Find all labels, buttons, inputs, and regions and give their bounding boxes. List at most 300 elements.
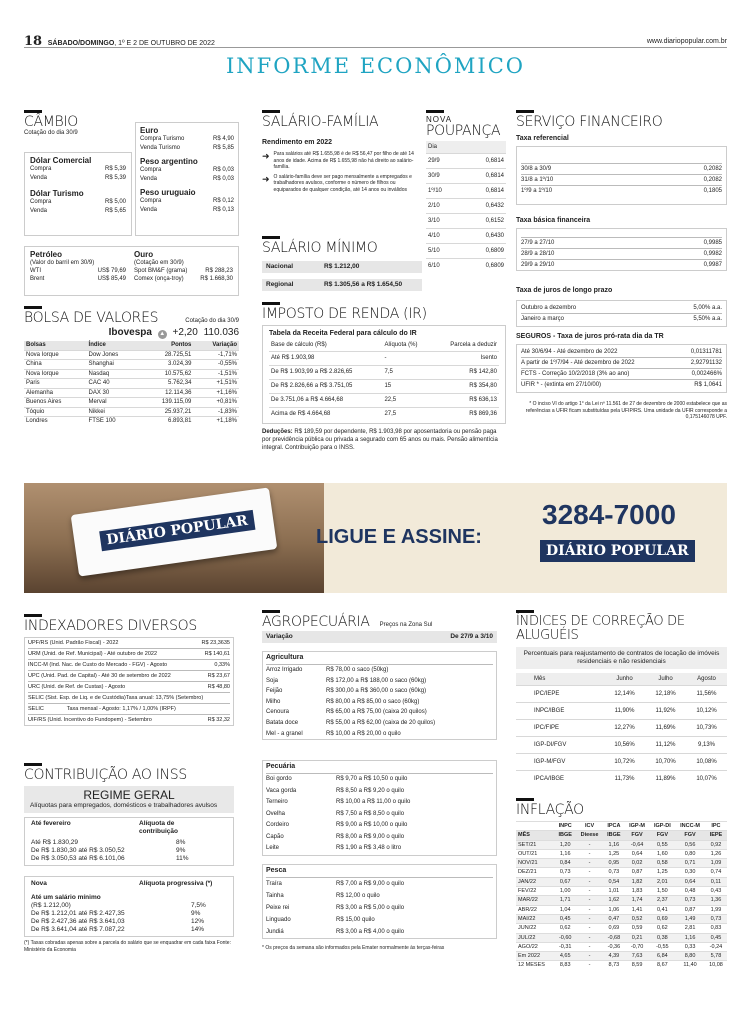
cell: 0,6814 <box>462 184 506 199</box>
value: R$ 4,90 <box>212 136 234 142</box>
value: 9% <box>191 910 201 917</box>
label: Compra Turismo <box>140 136 185 142</box>
cell: 1,04 <box>554 905 576 914</box>
value: R$ 32,32 <box>207 717 230 723</box>
value: R$ 5,00 <box>104 199 126 205</box>
value: R$ 140,61 <box>204 651 230 657</box>
cell: IGP-M <box>625 822 650 831</box>
cell <box>516 822 554 831</box>
cell: 0,6430 <box>462 229 506 244</box>
label: Spot BM&F (grama) <box>134 268 188 274</box>
cell: - <box>576 924 603 933</box>
poupanca-title: POUPANÇA <box>426 123 501 139</box>
cell: NOV/21 <box>516 859 554 868</box>
ir-note-text: R$ 189,59 por dependente, R$ 1.903,98 por aposentadoria ou pensão paga por previdência pública ou privada a segurado com 65 anos ou mais. Pensão alimentícia integral. Contribuição para o INSS. <box>262 429 498 451</box>
value: R$ 300,00 a R$ 360,00 o saco (60kg) <box>326 688 427 695</box>
value: R$ 5,39 <box>104 175 126 181</box>
value: R$ 1.305,56 a R$ 1.654,50 <box>324 281 403 288</box>
ouro-title: Ouro <box>134 250 154 259</box>
label: Compra <box>30 199 52 205</box>
cell: 8,73 <box>603 961 625 970</box>
cell: -0,70 <box>625 942 650 951</box>
cell: 0,64 <box>625 849 650 858</box>
value: 0,002466% <box>691 371 722 377</box>
table-row <box>516 686 727 703</box>
value: 9% <box>176 847 186 854</box>
value: R$ 9,70 a R$ 10,50 o quilo <box>336 776 408 783</box>
cell: Nova Iorque <box>24 369 87 379</box>
cell: 11,69% <box>645 720 686 737</box>
value: R$ 65,00 a R$ 75,00 (caixa 20 quilos) <box>326 709 427 716</box>
cell: -1,51% <box>193 369 239 379</box>
cell: Paris <box>24 379 87 389</box>
salario-minimo-label: Até um salário mínimo <box>31 894 101 901</box>
cell: 8,83 <box>554 961 576 970</box>
cell: AGO/22 <box>516 942 554 951</box>
value: R$ 288,23 <box>205 268 233 274</box>
cell: 12 MESES <box>516 961 554 970</box>
cell: -0,24 <box>705 942 727 951</box>
cell: 0,54 <box>603 877 625 886</box>
table-row <box>24 379 239 389</box>
cell: FEV/22 <box>516 887 554 896</box>
cell: 2,01 <box>649 877 675 886</box>
cell: 12.114,36 <box>140 388 193 398</box>
cell: Até R$ 1.903,98 <box>269 352 382 366</box>
servico-financeiro-section <box>516 110 727 421</box>
bolsa-title: BOLSA DE VALORES <box>24 310 159 326</box>
value: 14% <box>191 926 205 933</box>
alugueis-table <box>516 673 727 787</box>
cell: Acima de R$ 4.664,68 <box>269 408 382 422</box>
value: R$ 1,90 a R$ 3,48 o litro <box>336 845 402 852</box>
cell: 9,13% <box>686 737 727 754</box>
label: De R$ 3.641,04 até R$ 7.087,22 <box>31 926 125 933</box>
cell: 6/10 <box>426 259 462 274</box>
label: SELIC (Sist. Esp. de Liq. e de Custódia)Taxa anual: 13,75% (Setembro) <box>28 695 204 701</box>
label: Ovelha <box>266 810 286 817</box>
col-header: Agosto <box>697 675 716 682</box>
label: Venda <box>140 207 158 213</box>
value: R$ 1,0641 <box>694 382 722 388</box>
cell: 1,01 <box>603 887 625 896</box>
table-row <box>516 754 727 771</box>
table-row <box>269 408 499 422</box>
col-header: Até fevereiro <box>31 820 71 827</box>
cell: MAI/22 <box>516 914 554 923</box>
alugueis-title: ÍNDICES DE CORREÇÃO DE ALUGUÉIS <box>516 614 685 643</box>
cell: 12,14% <box>604 686 645 703</box>
alugueis-section <box>516 610 727 787</box>
value: R$ 78,00 o saco (50kg) <box>326 667 389 673</box>
cell: R$ 636,13 <box>432 394 499 408</box>
value: R$ 12,00 o quilo <box>336 892 380 899</box>
value: R$ 55,00 a R$ 62,00 (caixa de 20 quilos) <box>326 719 436 726</box>
cell: 11,40 <box>675 961 705 970</box>
cell: 0,73 <box>554 868 576 877</box>
table-row <box>516 831 727 840</box>
variacao-label: Variação <box>266 633 293 640</box>
cell: 0,87 <box>625 868 650 877</box>
cell: 11,90% <box>604 703 645 720</box>
salario-familia-title: SALÁRIO-FAMÍLIA <box>262 114 379 130</box>
header-date: SÁBADO/DOMINGO <box>47 40 115 47</box>
cell: 0,02 <box>625 859 650 868</box>
cell: -0,60 <box>554 933 576 942</box>
ad-brand: DIÁRIO POPULAR <box>540 540 695 562</box>
label: 31/8 a 1º/10 <box>521 177 554 183</box>
cell: ABR/22 <box>516 905 554 914</box>
table-row <box>516 840 727 849</box>
tjlp-title: Taxa de juros de longo prazo <box>516 287 613 294</box>
header-site[interactable]: www.diariopopular.com.br <box>646 38 727 45</box>
poupanca-table <box>426 141 506 273</box>
cell: 1,25 <box>649 868 675 877</box>
cell: 0,64 <box>675 877 705 886</box>
value: R$ 0,03 <box>212 167 234 173</box>
cell: +1,18% <box>193 417 239 426</box>
cell: Merval <box>87 398 141 408</box>
cell: 15 <box>382 380 431 394</box>
value: 11% <box>176 855 189 862</box>
cell: 1,99 <box>705 905 727 914</box>
alugueis-sub: Percentuais para reajustamento de contratos de locação de imóveis residenciais e não residenciais <box>516 647 727 669</box>
cell: 8,59 <box>625 961 650 970</box>
cell: 1,71 <box>554 896 576 905</box>
label: (R$ 1.212,00) <box>31 902 71 909</box>
ibovespa-label: Ibovespa <box>108 327 152 338</box>
table-row <box>516 737 727 754</box>
label: Tainha <box>266 892 284 899</box>
label: 29/9 a 29/10 <box>521 262 555 268</box>
label: Mel - a granel <box>266 730 303 737</box>
value: R$ 1.668,30 <box>200 276 233 282</box>
col-header: Alíquota (%) <box>384 341 418 348</box>
ir-sub: Tabela da Receita Federal para cálculo do IR <box>269 330 417 337</box>
cell: 10,56% <box>604 737 645 754</box>
cell: 0,41 <box>649 905 675 914</box>
up-arrow-icon: ▲ <box>159 331 166 337</box>
value: 5,50% a.a. <box>693 316 722 322</box>
value: R$ 3,00 a R$ 4,00 o quilo <box>336 928 405 935</box>
value: US$ 79,69 <box>97 268 126 274</box>
cell: - <box>576 905 603 914</box>
cell: 0,6814 <box>462 154 506 169</box>
cell: Dieese <box>576 831 603 840</box>
cell: IBGE <box>554 831 576 840</box>
value: US$ 85,49 <box>97 276 126 282</box>
cell: INCC-M <box>675 822 705 831</box>
cell: 1,16 <box>675 933 705 942</box>
cell: INPC <box>554 822 576 831</box>
cell: +1,16% <box>193 388 239 398</box>
cell: 11,12% <box>645 737 686 754</box>
label: Capão <box>266 833 284 840</box>
label: UFIR * - (extinta em 27/10/00) <box>521 382 602 388</box>
ad-banner[interactable] <box>24 483 727 593</box>
cell: IPCA <box>603 822 625 831</box>
label: Jundiá <box>266 928 284 935</box>
cell: 1,74 <box>625 896 650 905</box>
value: R$ 5,65 <box>104 208 126 214</box>
cell: SET/21 <box>516 840 554 849</box>
cell: IGP-M/FGV <box>516 754 604 771</box>
value: R$ 172,00 a R$ 188,00 o saco (60kg) <box>326 677 427 684</box>
value: R$ 8,50 a R$ 9,20 o quilo <box>336 787 405 794</box>
value: 0,9987 <box>703 262 722 268</box>
salario-familia-section <box>262 110 422 193</box>
cell: 1,26 <box>705 849 727 858</box>
table-row <box>516 771 727 788</box>
cell: R$ 354,80 <box>432 380 499 394</box>
cell: 0,30 <box>675 868 705 877</box>
value: R$ 1.212,00 <box>324 263 360 270</box>
inflacao-title: INFLAÇÃO <box>516 802 584 818</box>
cell: 0,47 <box>603 914 625 923</box>
inflacao-table <box>516 821 727 970</box>
ir-section <box>262 302 506 452</box>
ufir-note: * O inciso VI do artigo 1° da Lei nº 11.561 de 27 de dezembro de 2000 estabelece que as referências a UFIR ficam substituídas pela UFIP/RS. Uma unidade da UFIR corresponde a 0,175146078 UPF. <box>525 401 727 420</box>
cell: 0,59 <box>625 924 650 933</box>
cell: 1,36 <box>705 896 727 905</box>
cell: - <box>382 352 431 366</box>
cell: 0,74 <box>705 868 727 877</box>
cell: 2,37 <box>649 896 675 905</box>
cell: 0,45 <box>554 914 576 923</box>
cell: 0,48 <box>675 887 705 896</box>
cell: 10,12% <box>686 703 727 720</box>
agricultura-title: Agricultura <box>266 652 493 665</box>
table-row <box>516 720 727 737</box>
moedas-box <box>135 122 239 236</box>
ir-table <box>269 339 499 421</box>
cell: 1,41 <box>625 905 650 914</box>
euro-title: Euro <box>140 126 159 135</box>
cell: 28.725,51 <box>140 350 193 360</box>
table-row <box>516 877 727 886</box>
label: SELIC Taxa mensal - Agosto: 1,17% / 1,00% (IRPF) <box>28 706 176 712</box>
cell: 1,09 <box>705 859 727 868</box>
peso-argentino-title: Peso argentino <box>140 157 198 166</box>
value: R$ 15,00 quilo <box>336 916 375 923</box>
cell: 1,00 <box>554 887 576 896</box>
label: Brent <box>30 276 45 282</box>
cell: Nova Iorque <box>24 350 87 360</box>
value: R$ 10,00 a R$ 20,00 o quilo <box>326 730 401 737</box>
label: Até 30/6/94 - Até dezembro de 2022 <box>521 349 618 355</box>
cell: FGV <box>649 831 675 840</box>
cell: FGV <box>625 831 650 840</box>
cell: 0,73 <box>603 868 625 877</box>
table-row <box>516 942 727 951</box>
cell: 0,56 <box>675 840 705 849</box>
cell: 11,56% <box>686 686 727 703</box>
label: Boi gordo <box>266 776 292 783</box>
regime-geral-sub: Alíquotas para empregados, domésticos e trabalhadores avulsos <box>30 802 218 809</box>
cell: 0,67 <box>554 877 576 886</box>
cell: 10,08% <box>686 754 727 771</box>
tr-title: Taxa referencial <box>516 135 569 142</box>
table-row <box>24 350 239 360</box>
cell: 2/10 <box>426 199 462 214</box>
pecuaria-title: Pecuária <box>266 761 493 774</box>
agro-title: AGROPECUÁRIA <box>262 614 370 630</box>
table-row <box>426 214 506 229</box>
ibovespa-variation: +2,20 <box>172 327 198 338</box>
cell: 10,07% <box>686 771 727 788</box>
cell: IPC/IEPE <box>516 686 604 703</box>
cell: - <box>576 877 603 886</box>
label: Leite <box>266 845 280 852</box>
cell: 7,63 <box>625 952 650 961</box>
cell: Dow Jones <box>87 350 141 360</box>
label: Regional <box>266 281 294 288</box>
petroleo-sub: (Valor do barril em 30/9) <box>30 260 95 266</box>
value: 8% <box>176 839 186 846</box>
cell: Nikkei <box>87 407 141 417</box>
cell: IPCA/IBGE <box>516 771 604 788</box>
cell: -1,71% <box>193 350 239 360</box>
label: A partir de 1º/7/94 - Até dezembro de 2022 <box>521 360 635 366</box>
value: R$ 0,13 <box>212 207 234 213</box>
cell: 5.762,34 <box>140 379 193 389</box>
cell: 0,69 <box>603 924 625 933</box>
value: 5,00% a.a. <box>693 305 722 311</box>
label: Milho <box>266 698 281 705</box>
cell: INPC/IBGE <box>516 703 604 720</box>
value: 0,2082 <box>703 177 722 183</box>
label: De R$ 3.050,53 até R$ 6.101,06 <box>31 855 125 862</box>
ad-phone: 3284-7000 <box>542 499 676 530</box>
cell: 0,38 <box>649 933 675 942</box>
cell: OUT/21 <box>516 849 554 858</box>
ouro-sub: (Cotação em 30/9) <box>134 260 184 266</box>
table-row <box>426 154 506 169</box>
cell: Tóquio <box>24 407 87 417</box>
col-header: Alíquota de contribuição <box>139 820 179 835</box>
cell: FTSE 100 <box>87 417 141 426</box>
cell: 0,58 <box>649 859 675 868</box>
servico-title: SERVIÇO FINANCEIRO <box>516 114 663 130</box>
cell: - <box>576 840 603 849</box>
label: Venda <box>30 175 48 181</box>
label: Cenoura <box>266 709 290 716</box>
col-header: Bolsas <box>26 342 46 348</box>
cell: DEZ/21 <box>516 868 554 877</box>
cell: 1,49 <box>675 914 705 923</box>
cell: 7,5 <box>382 366 431 380</box>
cell: 0,43 <box>705 887 727 896</box>
table-row <box>24 360 239 370</box>
seguros-title: SEGUROS - Taxa de juros pró-rata dia da TR <box>516 333 664 340</box>
cell: -1,83% <box>193 407 239 417</box>
table-row <box>269 380 499 394</box>
cell: 0,33 <box>675 942 705 951</box>
cell: 4/10 <box>426 229 462 244</box>
cell: - <box>576 942 603 951</box>
value: R$ 0,03 <box>212 176 234 182</box>
indexadores-section <box>24 614 234 726</box>
cell: 10,08 <box>705 961 727 970</box>
table-row <box>516 822 727 831</box>
label: Venda <box>140 176 158 182</box>
cell: IGP-DI <box>649 822 675 831</box>
cell: 10.575,62 <box>140 369 193 379</box>
cell: - <box>576 952 603 961</box>
col-header: Pontos <box>171 342 192 348</box>
bolsa-table <box>24 341 239 426</box>
arrow-right-icon: ➜ <box>262 151 270 161</box>
cell: 0,73 <box>675 896 705 905</box>
table-row <box>516 961 727 970</box>
cell: IPC <box>705 822 727 831</box>
value: R$ 7,50 a R$ 8,50 o quilo <box>336 810 405 817</box>
cell: -0,55 <box>649 942 675 951</box>
col-header: Mês <box>534 676 546 682</box>
cell: - <box>576 914 603 923</box>
label: Traíra <box>266 880 282 887</box>
label: URM (Unid. de Ref. Municipal) - Até outubro de 2022 <box>28 651 158 657</box>
cell: 12,27% <box>604 720 645 737</box>
cell: 22,5 <box>382 394 431 408</box>
value: 0,01311781 <box>690 349 722 355</box>
value: 0,9985 <box>703 240 722 246</box>
cell: -0,64 <box>625 840 650 849</box>
ir-note <box>262 428 506 452</box>
label: De R$ 2.427,36 até R$ 3.641,03 <box>31 918 125 925</box>
cell: 1,62 <box>603 896 625 905</box>
cell: 11,89% <box>645 771 686 788</box>
table-row <box>426 259 506 274</box>
label: INCC-M (Ind. Nac. de Custo do Mercado - FGV) - Agosto <box>28 662 168 668</box>
cell: 0,62 <box>554 924 576 933</box>
label: Janeiro a março <box>521 316 565 322</box>
cell: CAC 40 <box>87 379 141 389</box>
cell: 4,65 <box>554 952 576 961</box>
cambio-title: CÂMBIO <box>24 114 78 130</box>
table-row <box>269 394 499 408</box>
table-row <box>24 369 239 379</box>
cell: ICV <box>576 822 603 831</box>
cell: 27,5 <box>382 408 431 422</box>
cell: R$ 869,36 <box>432 408 499 422</box>
cell: 1,06 <box>603 905 625 914</box>
cell: China <box>24 360 87 370</box>
col-header: Junho <box>616 675 633 682</box>
inss-note: (*) Taxas cobradas apenas sobre a parcela do salário que se enquadrar em cada faixa Fonte: Ministério da Economia <box>24 940 231 953</box>
label: De R$ 1.830,30 até R$ 3.050,52 <box>31 847 125 854</box>
value: R$ 0,12 <box>212 198 234 204</box>
cell: 0,45 <box>705 933 727 942</box>
header-date-rest: , 1º E 2 DE OUTUBRO DE 2022 <box>114 40 215 47</box>
dolar-box <box>24 152 132 236</box>
table-row <box>516 868 727 877</box>
label: Linguado <box>266 916 291 923</box>
label: Venda Turismo <box>140 145 181 151</box>
value: R$ 48,80 <box>207 684 230 690</box>
label: UIF/RS (Unid. Incentivo do Fundopem) - Setembro <box>28 717 152 723</box>
label: Compra <box>140 198 162 204</box>
cell: 4,39 <box>603 952 625 961</box>
label: Peixe rei <box>266 904 290 911</box>
cell: 0,6814 <box>462 169 506 184</box>
inss-title: CONTRIBUIÇÃO AO INSS <box>24 767 187 783</box>
cell: JUL/22 <box>516 933 554 942</box>
label: 1º/9 a 1º/10 <box>521 188 553 194</box>
cell: Nasdaq <box>87 369 141 379</box>
salario-familia-text: Para salários até R$ 1.655,98 é de R$ 56,47 por filho de até 14 anos de idade. Acima de R$ 1.655,98 não há direito ao salário-família. <box>273 151 414 170</box>
table-row <box>24 398 239 408</box>
